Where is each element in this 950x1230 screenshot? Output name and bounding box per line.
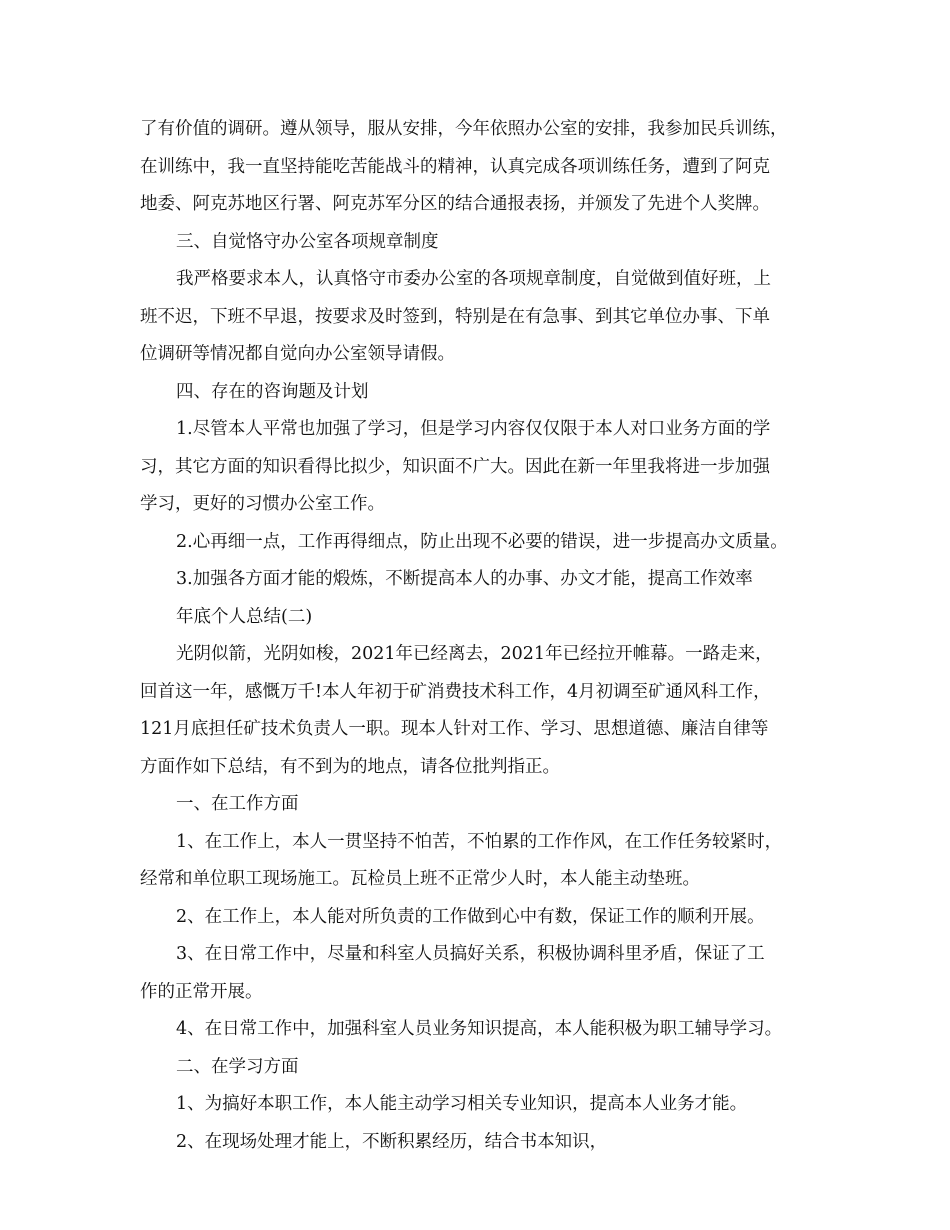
text-line: 作的正常开展。	[140, 981, 263, 1002]
document-body	[140, 111, 820, 1161]
section-heading: 四、存在的咨询题及计划	[176, 381, 369, 402]
text-line: 光阴似箭，光阴如梭，2021年已经离去，2021年已经拉开帷幕。一路走来，	[176, 644, 773, 664]
text-line: 3.加强各方面才能的煅炼，不断提高本人的办事、办文才能，提高工作效率	[176, 569, 753, 589]
text-line: 121月底担任矿技术负责人一职。现本人针对工作、学习、思想道德、廉洁自律等	[140, 719, 769, 739]
text-line: 班不迟，下班不早退，按要求及时签到，特别是在有急事、到其它单位办事、下单	[140, 306, 770, 327]
text-line: 学习，更好的习惯办公室工作。	[140, 494, 385, 514]
document-subtitle: 年底个人总结(二)	[176, 606, 313, 627]
text-line: 经常和单位职工现场施工。瓦检员上班不正常少人时，本人能主动垫班。	[140, 869, 700, 889]
text-line: 1、为搞好本职工作，本人能主动学习相关专业知识，提高本人业务才能。	[176, 1094, 748, 1114]
text-line: 3、在日常工作中，尽量和科室人员搞好关系，积极协调科里矛盾，保证了工	[176, 944, 765, 964]
text-line: 回首这一年，感慨万千!本人年初于矿消费技术科工作，4月初调至矿通风科工作，	[140, 681, 771, 702]
text-line: 1、在工作上，本人一贯坚持不怕苦，不怕累的工作作风，在工作任务较紧时，	[176, 831, 783, 852]
text-line: 1.尽管本人平常也加强了学习，但是学习内容仅仅限于本人对口业务方面的学	[176, 419, 771, 439]
text-line: 在训练中，我一直坚持能吃苦能战斗的精神，认真完成各项训练任务，遭到了阿克	[140, 156, 770, 177]
section-heading: 一、在工作方面	[176, 794, 299, 814]
text-line: 地委、阿克苏地区行署、阿克苏军分区的结合通报表扬，并颁发了先进个人奖牌。	[140, 194, 770, 214]
text-line: 我严格要求本人，认真恪守市委办公室的各项规章制度，自觉做到值好班，上	[176, 269, 771, 289]
text-line: 2、在现场处理才能上，不断积累经历，结合书本知识，	[176, 1131, 608, 1152]
text-line: 习，其它方面的知识看得比拟少，知识面不广大。因此在新一年里我将进一步加强	[140, 456, 770, 477]
section-heading: 二、在学习方面	[176, 1056, 299, 1077]
text-line: 方面作如下总结，有不到为的地点，请各位批判指正。	[140, 756, 560, 777]
text-line: 4、在日常工作中，加强科室人员业务知识提高，本人能积极为职工辅导学习。	[176, 1019, 783, 1039]
text-line: 2、在工作上，本人能对所负责的工作做到心中有数，保证工作的顺利开展。	[176, 906, 765, 927]
text-line: 位调研等情况都自觉向办公室领导请假。	[140, 344, 455, 364]
section-heading: 三、自觉恪守办公室各项规章制度	[176, 231, 439, 252]
text-line: 2.心再细一点，工作再得细点，防止出现不必要的错误，进一步提高办文质量。	[176, 531, 788, 552]
text-line: 了有价值的调研。遵从领导，服从安排，今年依照办公室的安排，我参加民兵训练，	[140, 119, 788, 139]
